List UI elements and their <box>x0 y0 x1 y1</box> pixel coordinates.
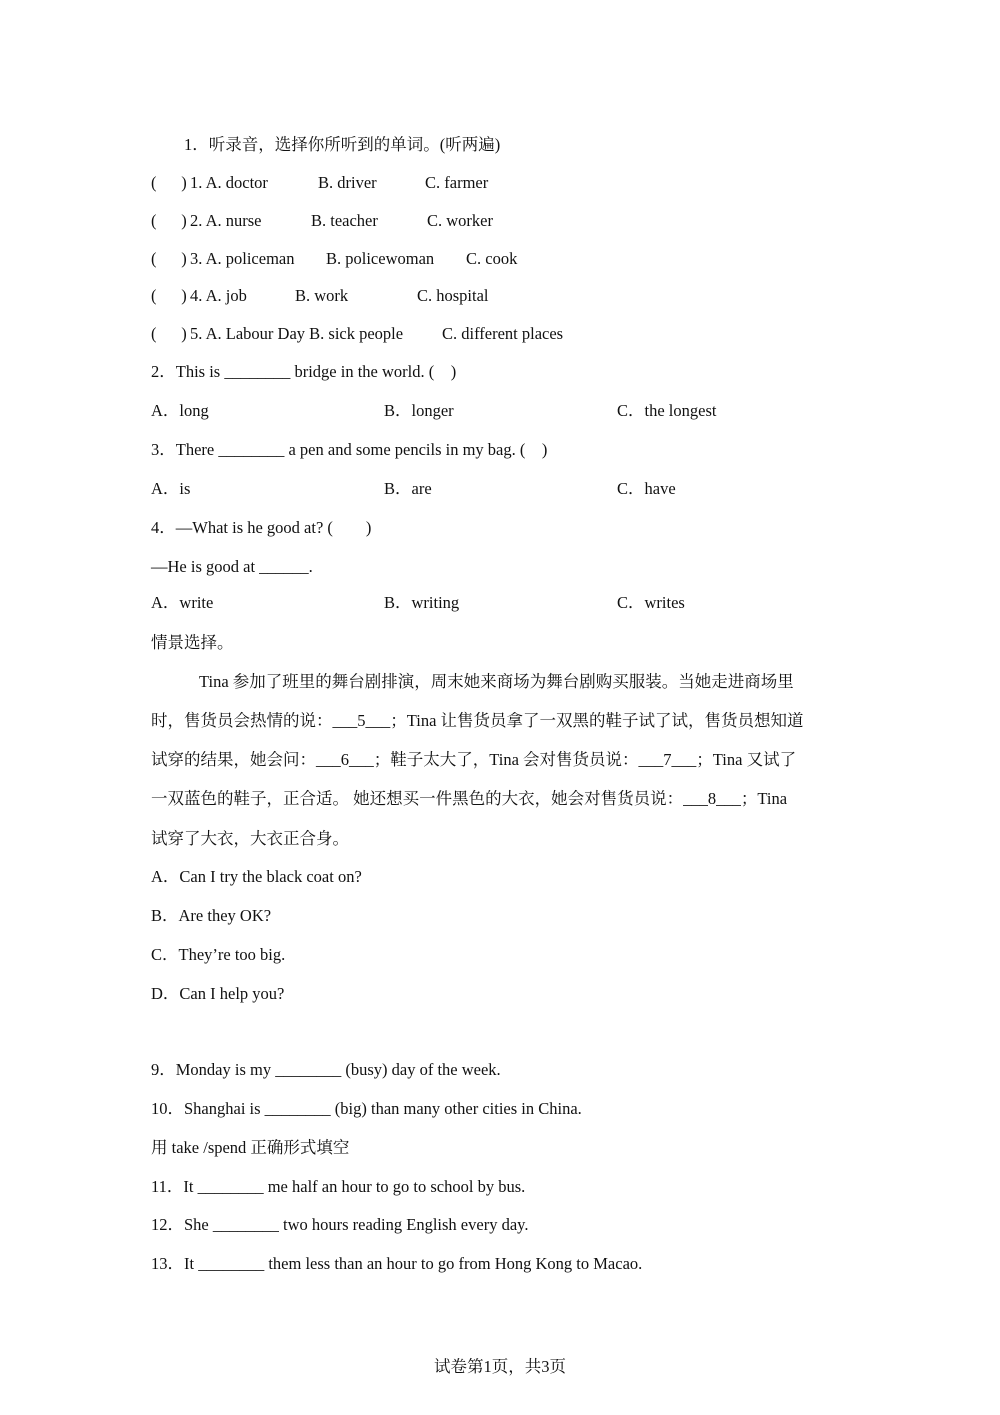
option-b: B. driver <box>318 173 377 192</box>
scene-paragraph-line: 试穿的结果，她会问：___6___；鞋子太大了，Tina 会对售货员说：___7___；Tina 又试了 <box>151 750 797 769</box>
option-c: C. hospital <box>417 286 489 305</box>
q13-stem: 13．It ________ them less than an hour to go from Hong Kong to Macao. <box>151 1254 643 1273</box>
q12-stem: 12．She ________ two hours reading English every day. <box>151 1215 529 1234</box>
q2-option-c: C．the longest <box>617 401 717 420</box>
q11-stem: 11．It ________ me half an hour to go to school by bus. <box>151 1177 526 1196</box>
q3-option-b: B．are <box>384 479 432 498</box>
answer-blank[interactable]: ( ) <box>151 324 187 343</box>
q1-title: 1．听录音，选择你所听到的单词。(听两遍) <box>184 135 501 154</box>
q3-option-a: A．is <box>151 479 191 498</box>
answer-blank[interactable]: ( ) <box>151 249 187 268</box>
q2-option-a: A．long <box>151 401 209 420</box>
scene-paragraph-line: Tina 参加了班里的舞台剧排演，周末她来商场为舞台剧购买服装。当她走进商场里 <box>199 672 794 691</box>
scene-option-b: B．Are they OK? <box>151 906 272 925</box>
take-spend-heading: 用 take /spend 正确形式填空 <box>151 1138 350 1157</box>
option-a-b: 5. A. Labour Day B. sick people <box>190 324 404 343</box>
scene-heading: 情景选择。 <box>151 633 234 652</box>
answer-blank[interactable]: ( ) <box>151 286 187 305</box>
scene-paragraph-line: 一双蓝色的鞋子，正合适。 她还想买一件黑色的大衣，她会对售货员说：___8___；Tina <box>151 789 788 808</box>
option-a: 4. A. job <box>190 286 247 305</box>
q3-option-c: C．have <box>617 479 676 498</box>
q3-stem: 3．There ________ a pen and some pencils in my bag. ( ) <box>151 440 548 459</box>
q4-line2: —He is good at ______. <box>151 557 313 576</box>
answer-blank[interactable]: ( ) <box>151 173 187 192</box>
scene-option-d: D．Can I help you? <box>151 984 285 1003</box>
q2-option-b: B．longer <box>384 401 454 420</box>
option-c: C. farmer <box>425 173 489 192</box>
scene-option-c: C．They’re too big. <box>151 945 286 964</box>
answer-blank[interactable]: ( ) <box>151 211 187 230</box>
option-a: 2. A. nurse <box>190 211 262 230</box>
option-b: B. policewoman <box>326 249 435 268</box>
q4-option-b: B．writing <box>384 593 460 612</box>
scene-option-a: A．Can I try the black coat on? <box>151 867 362 886</box>
option-c: C. worker <box>427 211 493 230</box>
q9-stem: 9．Monday is my ________ (busy) day of the week. <box>151 1060 501 1079</box>
q4-option-a: A．write <box>151 593 214 612</box>
q4-option-c: C．writes <box>617 593 685 612</box>
option-a: 3. A. policeman <box>190 249 295 268</box>
page-footer: 试卷第1页，共3页 <box>434 1357 566 1376</box>
option-c: C. different places <box>442 324 564 343</box>
option-b: B. teacher <box>311 211 378 230</box>
q2-stem: 2．This is ________ bridge in the world. ( ) <box>151 362 457 381</box>
q10-stem: 10．Shanghai is ________ (big) than many other cities in China. <box>151 1099 582 1118</box>
option-c: C. cook <box>466 249 518 268</box>
q4-stem: 4．—What is he good at? ( ) <box>151 518 372 537</box>
option-a: 1. A. doctor <box>190 173 268 192</box>
option-b: B. work <box>295 286 349 305</box>
scene-paragraph-line: 试穿了大衣，大衣正合身。 <box>151 829 349 848</box>
scene-paragraph-line: 时，售货员会热情的说：___5___；Tina 让售货员拿了一双黑的鞋子试了试，售货员想知道 <box>151 711 804 730</box>
